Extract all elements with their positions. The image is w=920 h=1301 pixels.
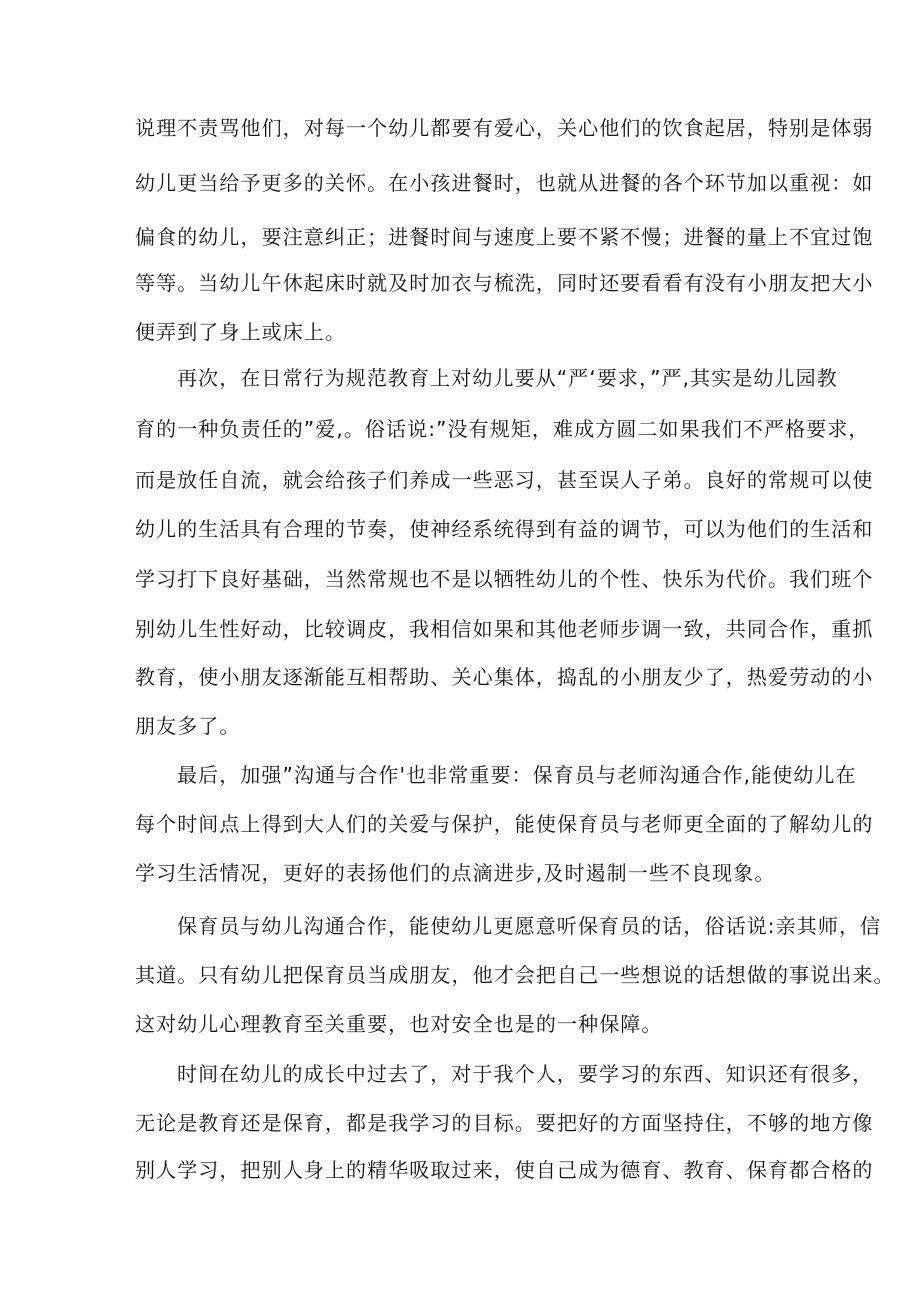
text-line: 别幼儿生性好动，比较调皮，我相信如果和其他老师步调一致，共同合作，重抓 [135,617,874,641]
text-line: 而是放任自流，就会给孩子们养成一些恶习，甚至误人子弟。良好的常规可以使 [135,468,874,492]
text-line: 学习打下良好基础，当然常规也不是以牺牲幼儿的个性、快乐为代价。我们班个 [135,567,874,591]
text-line: 学习生活情况，更好的表扬他们的点滴进步,及时遏制一些不良现象。 [135,861,776,885]
text-line: 等等。当幼儿午休起床时就及时加衣与梳洗，同时还要看看有没有小朋友把大小 [135,271,874,295]
text-line: 无论是教育还是保育，都是我学习的目标。要把好的方面坚持住，不够的地方像 [135,1111,874,1135]
text-line: 再次，在日常行为规范教育上对幼儿要从“严‘要求，”严,其实是幼儿园教 [177,366,838,390]
text-line: 最后，加强”沟通与合作'也非常重要：保育员与老师沟通合作,能使幼儿在 [177,763,857,787]
text-line: 朋友多了。 [135,714,241,738]
text-line: 保育员与幼儿沟通合作，能使幼儿更愿意听保育员的话，俗话说:亲其师，信 [177,914,882,938]
text-line: 育的一种负责任的”爱,。俗话说:”没有规矩，难成方圆二如果我们不严格要求， [135,417,870,441]
text-line: 这对幼儿心理教育至关重要，也对安全也是的一种保障。 [135,1012,663,1036]
text-line: 便弄到了身上或床上。 [135,320,346,344]
text-line: 每个时间点上得到大人们的关爱与保护，能使保育员与老师更全面的了解幼儿的 [135,812,874,836]
text-line: 时间在幼儿的成长中过去了，对于我个人，要学习的东西、知识还有很多， [177,1062,874,1086]
text-line: 幼儿的生活具有合理的节奏，使神经系统得到有益的调节，可以为他们的生活和 [135,517,874,541]
text-line: 说理不责骂他们，对每一个幼儿都要有爱心，关心他们的饮食起居，特别是体弱 [135,116,874,140]
text-line: 其道。只有幼儿把保育员当成朋友，他才会把自己一些想说的话想做的事说出来。 [135,963,895,987]
text-line: 幼儿更当给予更多的关怀。在小孩进餐时，也就从进餐的各个环节加以重视：如 [135,171,874,195]
text-line: 别人学习，把别人身上的精华吸取过来，使自己成为德育、教育、保育都合格的 [135,1158,874,1182]
text-line: 教育，使小朋友逐渐能互相帮助、关心集体，捣乱的小朋友少了，热爱劳动的小 [135,665,874,689]
text-line: 偏食的幼儿，要注意纠正；进餐时间与速度上要不紧不慢；进餐的量上不宜过饱 [135,225,874,249]
